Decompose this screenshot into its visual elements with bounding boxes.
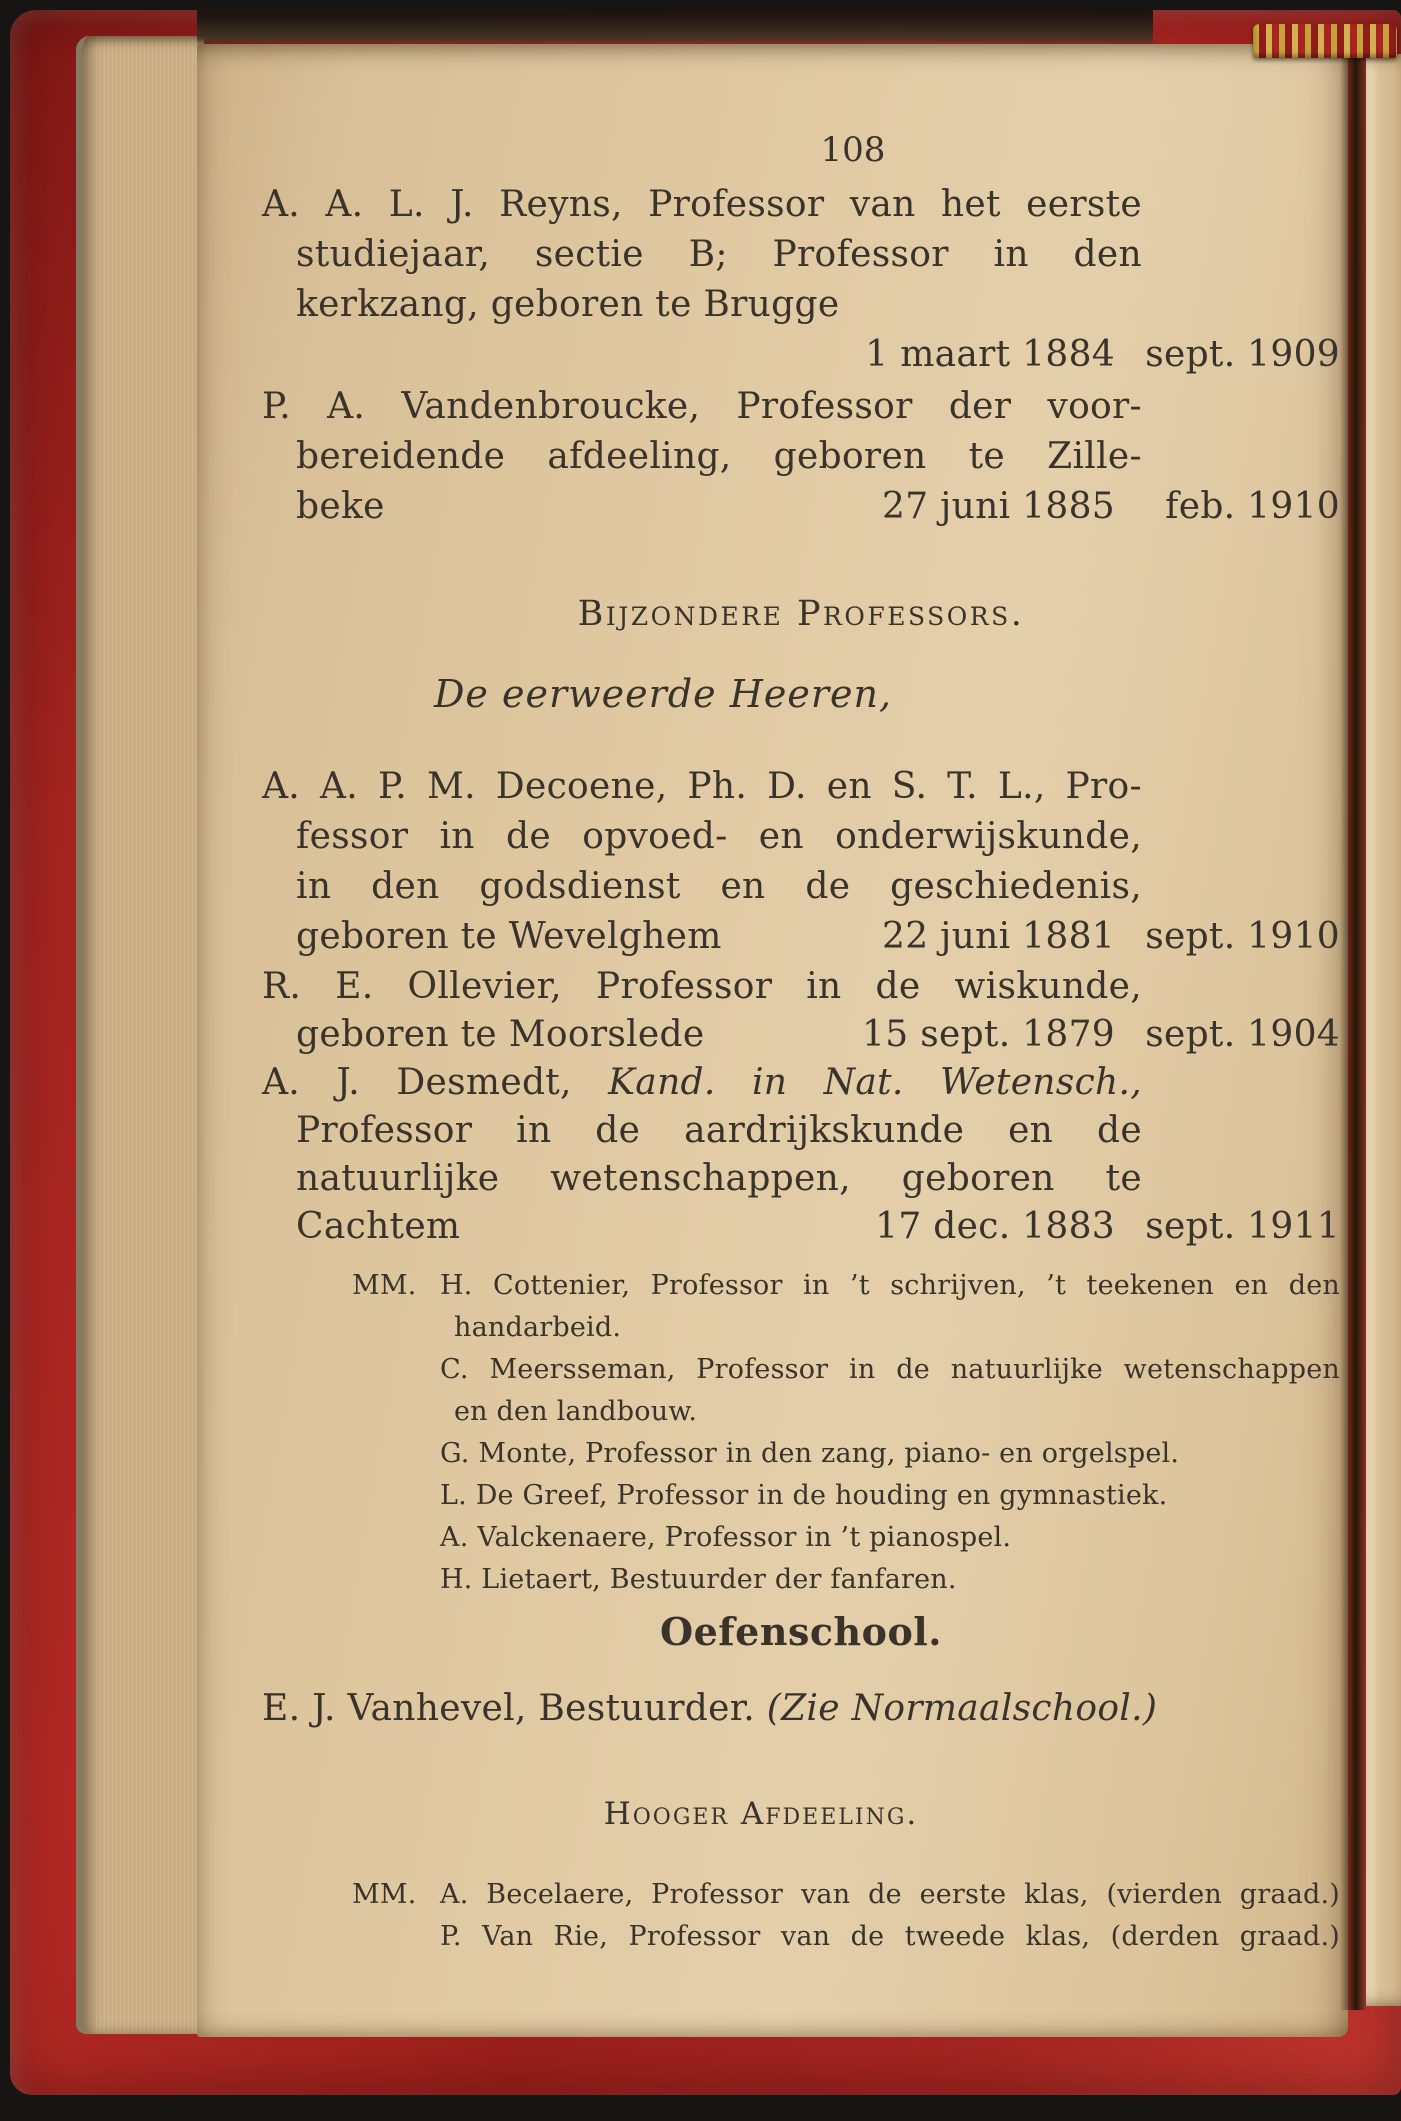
- mm-line-meersseman: C. Meersseman, Professor in de natuurlijke wetenschappen: [440, 1354, 1340, 1385]
- page-stack-edges: [76, 36, 204, 2034]
- staff-line: in den godsdienst en de geschiedenis,: [296, 866, 1142, 907]
- staff-line: A. A. L. J. Reyns, Professor van het eerste: [262, 184, 1142, 225]
- spacer: [722, 914, 882, 960]
- appointment-date: sept. 1911: [1145, 1206, 1340, 1247]
- date-line: [296, 1012, 1340, 1058]
- mm-text: A. Becelaere, Professor van de eerste klas, (vierden graad.): [440, 1879, 1340, 1910]
- staff-name: A. J. Desmedt,: [262, 1062, 609, 1103]
- spacer: [705, 1012, 863, 1058]
- birth-date: 15 sept. 1879: [862, 1014, 1115, 1055]
- birth-date: 17 dec. 1883: [875, 1206, 1115, 1247]
- birthplace: geboren te Moorslede: [296, 1014, 705, 1055]
- birth-date: 1 maart 1884: [865, 334, 1115, 375]
- page-top-shadow: [197, 10, 1153, 47]
- mm-line-meersseman-cont: en den landbouw.: [454, 1396, 698, 1427]
- mm-line-valckenaere: A. Valckenaere, Professor in ’t pianospel.: [440, 1522, 1012, 1553]
- birthplace: geboren te Wevelghem: [296, 916, 722, 957]
- director-line: [262, 1686, 1340, 1732]
- staff-line: P. A. Vandenbroucke, Professor der voor-: [262, 386, 1142, 427]
- mm-line-vanrie: P. Van Rie, Professor van de tweede klas, (derden graad.): [440, 1921, 1340, 1952]
- page-number: 108: [820, 130, 886, 170]
- page-gutter-shadow: [1340, 48, 1366, 2010]
- date-line: [296, 484, 1340, 530]
- birth-date: 22 juni 1881: [882, 916, 1115, 957]
- staff-line: natuurlijke wetenschappen, geboren te: [296, 1158, 1142, 1199]
- mm-line-degreef: L. De Greef, Professor in de houding en gymnastiek.: [440, 1480, 1168, 1511]
- staff-line: kerkzang, geboren te Brugge: [296, 284, 840, 325]
- staff-line: fessor in de opvoed- en onderwijskunde,: [296, 816, 1142, 857]
- birthplace: Cachtem: [296, 1206, 461, 1247]
- date-line: [296, 1204, 1340, 1250]
- date-line: [296, 914, 1340, 960]
- staff-line: A. A. P. M. Decoene, Ph. D. en S. T. L., Pro-: [262, 766, 1142, 807]
- mm-line-lietaert: H. Lietaert, Bestuurder der fanfaren.: [440, 1564, 957, 1595]
- section-heading-bijzondere-professors: Bijzondere Professors.: [577, 594, 1025, 634]
- appointment-date: sept. 1910: [1145, 916, 1340, 957]
- mm-line-becelaere: [352, 1878, 1340, 1912]
- mm-line-cottenier: [352, 1269, 1340, 1303]
- spacer: [296, 332, 865, 378]
- mm-label: MM.: [352, 1270, 417, 1301]
- staff-line: [262, 1060, 1142, 1106]
- facing-page-edge: [1366, 54, 1401, 2006]
- staff-line: R. E. Ollevier, Professor in de wiskunde,: [262, 966, 1142, 1007]
- mm-text: H. Cottenier, Professor in ’t schrijven, ’t teekenen en den: [440, 1270, 1340, 1301]
- staff-line: bereidende afdeeling, geboren te Zille-: [296, 436, 1142, 477]
- date-line: [296, 332, 1340, 378]
- section-heading-oefenschool: Oefenschool.: [660, 1609, 942, 1654]
- spacer: [460, 1204, 875, 1250]
- mm-label: MM.: [352, 1879, 417, 1910]
- page-text-block: [262, 44, 1340, 2037]
- appointment-date: sept. 1904: [1145, 1014, 1340, 1055]
- staff-line: Professor in de aardrijkskunde en de: [296, 1110, 1142, 1151]
- director-name: E. J. Vanhevel, Bestuurder.: [262, 1688, 767, 1729]
- subheading-de-eerweerde-heeren: De eerweerde Heeren,: [433, 672, 893, 716]
- appointment-date: sept. 1909: [1145, 334, 1340, 375]
- staff-line: studiejaar, sectie B; Professor in den: [296, 234, 1142, 275]
- section-heading-hooger-afdeeling: Hooger Afdeeling.: [603, 1796, 919, 1832]
- staff-degree: Kand. in Nat. Wetensch.,: [608, 1062, 1142, 1103]
- mm-line-cottenier-cont: handarbeid.: [454, 1312, 622, 1343]
- birth-date: 27 juni 1885: [882, 486, 1115, 527]
- director-reference: (Zie Normaalschool.): [766, 1688, 1158, 1729]
- spacer: [385, 484, 882, 530]
- appointment-date: feb. 1910: [1165, 486, 1340, 527]
- book-headband: [1253, 24, 1397, 58]
- mm-line-monte: G. Monte, Professor in den zang, piano- en orgelspel.: [440, 1438, 1180, 1469]
- birthplace: beke: [296, 486, 385, 527]
- book-page: [197, 44, 1348, 2037]
